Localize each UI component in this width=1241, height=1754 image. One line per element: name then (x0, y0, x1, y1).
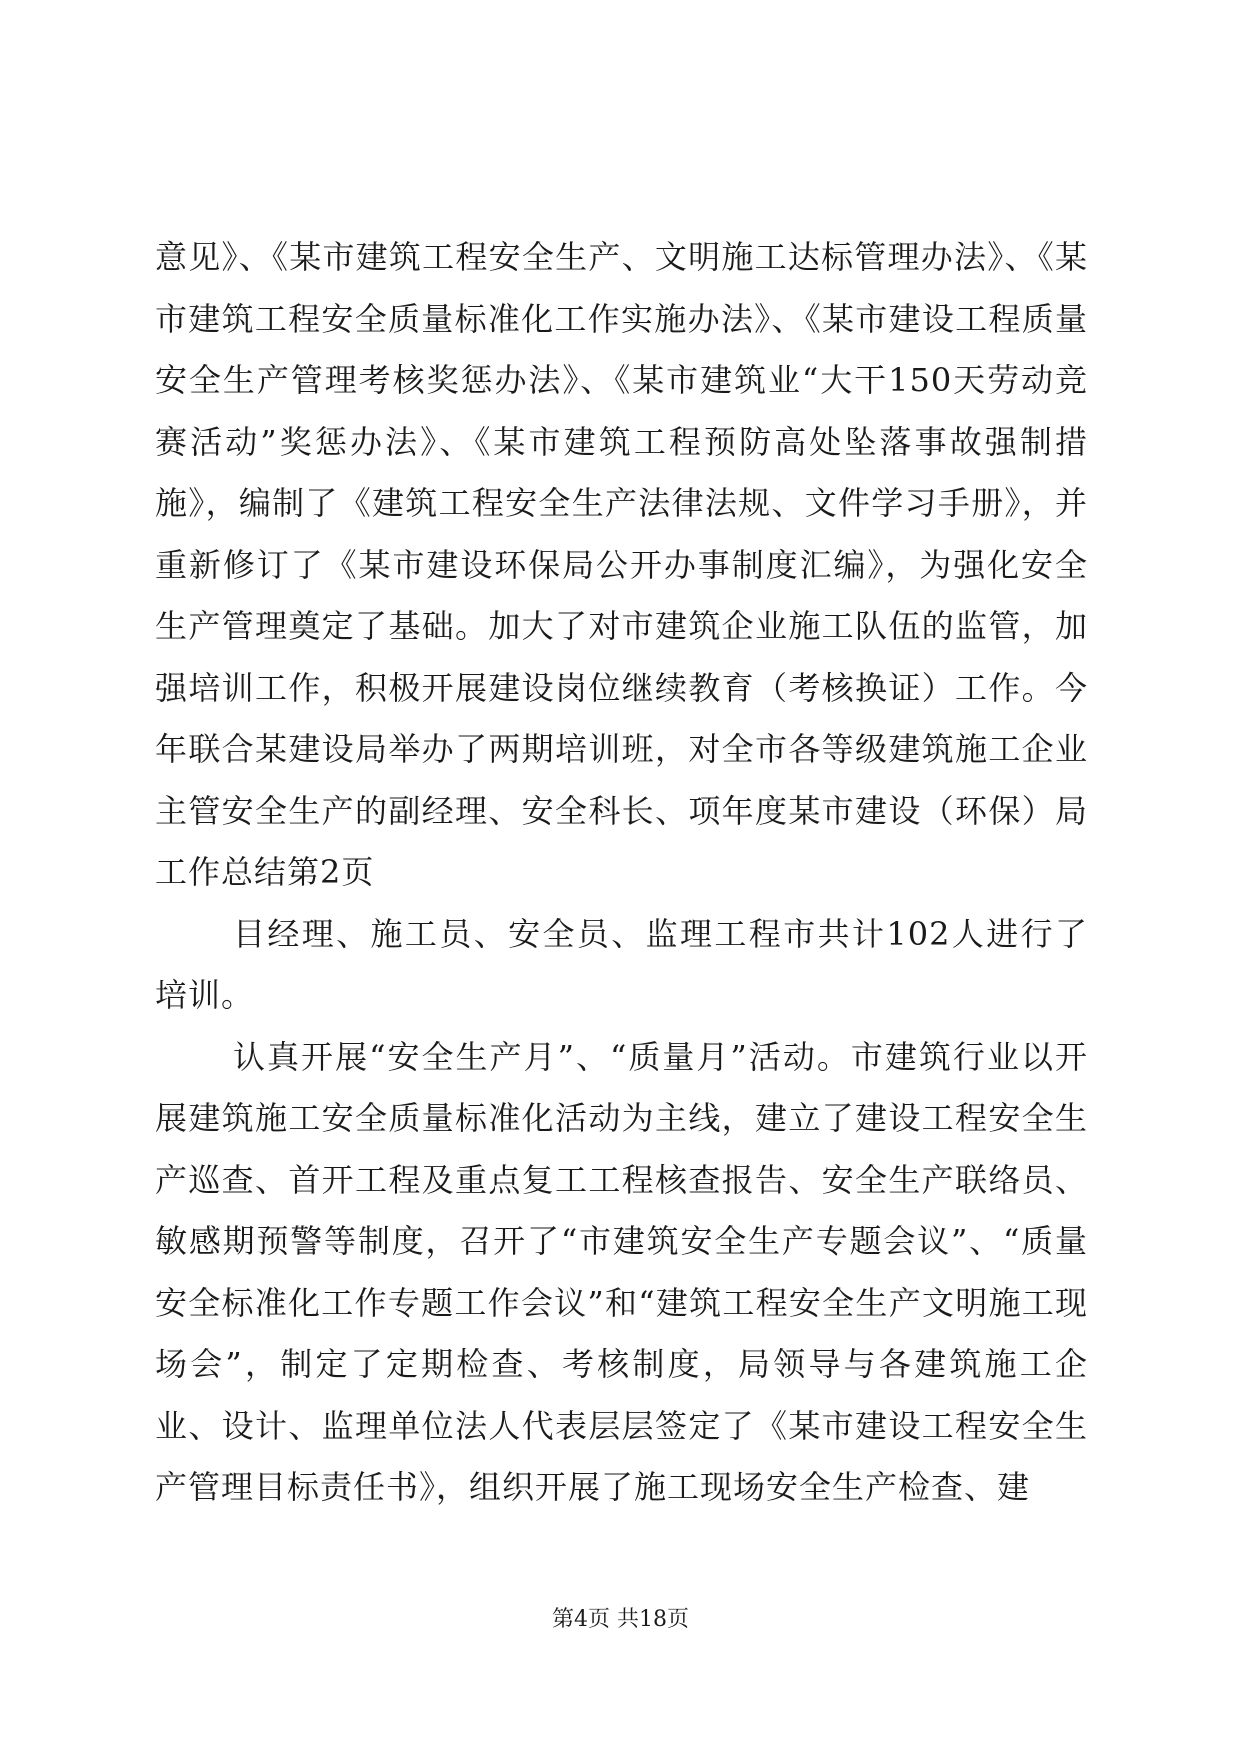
paragraph-3: 认真开展“安全生产月”、“质量月”活动。市建筑行业以开展建筑施工安全质量标准化活动为主线，建立了建设工程安全生产巡查、首开工程及重点复工工程核查报告、安全生产联络员、敏感期预警等制度，召开了“市建筑安全生产专题会议”、“质量安全标准化工作专题工作会议”和“建筑工程安全生产文明施工现场会”，制定了定期检查、考核制度，局领导与各建筑施工企业、设计、监理单位法人代表层层签定了《某市建设工程安全生产管理目标责任书》，组织开展了施工现场安全生产检查、建 (155, 1037, 1088, 1506)
paragraph-1: 意见》、《某市建筑工程安全生产、文明施工达标管理办法》、《某市建筑工程安全质量标准化工作实施办法》、《某市建设工程质量安全生产管理考核奖惩办法》、《某市建筑业“大干150天劳动竞赛活动”奖惩办法》、《某市建筑工程预防高处坠落事故强制措施》，编制了《建筑工程安全生产法律法规、文件学习手册》，并重新修订了《某市建设环保局公开办事制度汇编》，为强化安全生产管理奠定了基础。加大了对市建筑企业施工队伍的监管，加强培训工作，积极开展建设岗位继续教育（考核换证）工作。今年联合某建设局举办了两期培训班，对全市各等级建筑施工企业主管安全生产的副经理、安全科长、项年度某市建设（环保）局工作总结第2页 (155, 238, 1088, 891)
page-footer (0, 1605, 1241, 1635)
paragraph-2: 目经理、施工员、安全员、监理工程市共计102人进行了培训。 (155, 914, 1088, 1014)
page-number-indicator: 第4页 共18页 (552, 1607, 689, 1632)
document-body (155, 227, 1088, 1519)
